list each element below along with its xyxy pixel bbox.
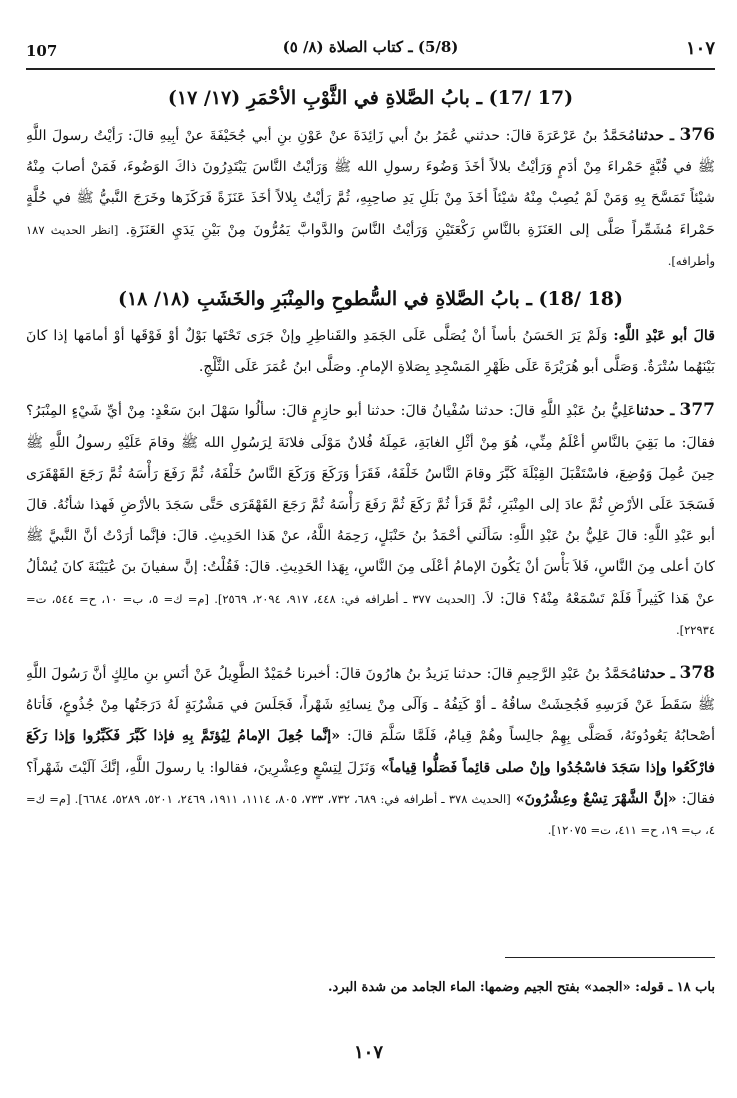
- page-number-bottom: ١٠٧: [353, 1042, 383, 1063]
- hadith-378: [26, 658, 715, 846]
- hadith-number: 377: [679, 400, 715, 421]
- hadith-text: عَلِيُّ بنُ عَبْدِ اللَّهِ قالَ: حدثنا سُفْيانُ قالَ: حدثنا أبو حازِمٍ قالَ: سألُوا سَهْلَ ابنَ سَعْدٍ: مِنْ أيِّ شَيْءٍ المِنْبَرُ؟ فقالَ: ما بَقِيَ بالنَّاسِ أعْلَمُ مِنِّي، هُوَ مِنْ أثْلِ الغابَةِ، عَمِلَهُ فُلانٌ مَوْلَى فلانَةَ لِرَسُولِ الله ﷺ وقامَ عَلَيْهِ رسولُ اللَّهِ ﷺ حِينَ عُمِلَ وَوُضِعَ، فاسْتَقْبَلَ القِبْلَةَ كَبَّرَ وقامَ النَّاسُ خَلْفَهُ، فَقَرَأ وَرَكَعَ وَرَكَعَ النَّاسُ خَلْفَهُ، ثُمَّ رَفَعَ رَأْسَهُ ثُمَّ رَجَعَ القَهْقَرَى فَسَجَدَ عَلَى الأرْضِ ثُمَّ عادَ إلى المِنْبَرِ، ثُمَّ قَرَأ ثُمَّ رَكَعَ ثُمَّ رَفَعَ رَأْسَهُ ثُمَّ رَجَعَ القَهْقَرَى حَتَّى سَجَدَ بالأرْضِ فَهذا شأنُهُ. قالَ أبو عَبْدِ اللَّهِ: قالَ عَلِيُّ بنُ عَبْدِ اللَّهِ: سَألَني أحْمَدُ بنُ حَنْبَلٍ، رَحِمَهُ اللَّهُ، عنْ هَذا الحَدِيثِ. قالَ: فإنَّما أرَدْتُ أنَّ النَّبيَّ ﷺ كانَ أعلى مِنَ النَّاسِ، فَلاَ بَأْسَ أنْ يَكُونَ الإمامُ أعْلَى مِنَ النَّاسِ، بِهَذا الحَدِيثِ. قالَ: فَقُلْتُ: إنَّ سفيانَ بنَ عُيَيْنَةَ كانَ يُسْألُ عنْ هَذا كَثِيراً فَلَمْ تَسْمَعْهُ مِنْهُ؟ قالَ: لاَ.: [26, 403, 715, 607]
- hadith-text: مُحَمَّدُ بنُ عَبْدِ الرَّحِيمِ قالَ: حدثنا يَزيدُ بنُ هارُونَ قالَ: أخبرنا حُمَيْدٌ الطَّوِيلُ عَنْ أنَسِ بنِ مالِكٍ أنَّ رَسُولَ اللَّهِ ﷺ سَقَطَ عَنْ فَرَسِهِ فَجُحِشَتْ ساقُهُ ـ أوْ كَتِفُهُ ـ وَآلَى مِنْ نِسائِهِ شَهْراً، فَجَلَسَ في مَشْرُبَةٍ لَهُ دَرَجَتُها مِنْ جُذُوعٍ، فَأتاهُ أصْحابُهُ يَعُودُونَهُ، فَصَلَّى بِهِمْ جالِساً وهُمْ قِيامٌ، فَلَمَّا سَلَّمَ قالَ:: [26, 666, 716, 745]
- intro-lead: قالَ أبو عَبْدِ اللَّهِ:: [613, 328, 716, 345]
- chapter-intro: [26, 321, 715, 383]
- page-number-latin: 107: [26, 42, 58, 60]
- page-header: [26, 32, 715, 70]
- prophetic-quote: «إنَّما جُعِلَ الإمامُ لِيُؤتَمَّ بِهِ فإذا كَبَّرَ فَكَبِّرُوا وَإذا رَكَعَ فارْكَعُوا وإذا سَجَدَ فاسْجُدُوا وإنْ صلى قائِماً فَصَلُّوا قِياماً»: [26, 728, 715, 776]
- prophetic-quote-2: «إنَّ الشَّهْرَ تِسْعٌ وعِشْرُونَ»: [515, 790, 677, 807]
- hadith-lead: ـ حدثنا: [635, 403, 675, 420]
- hadith-377: [26, 395, 715, 646]
- hadith-text: مُحَمَّدُ بنُ عَرْعَرَةَ قالَ: حدثني عُمَرُ بنُ أبي زَائِدَةَ عنْ عَوْنِ بنِ أبي جُحَيْفَةَ عنْ أبِيهِ قالَ: رَأيْتُ رسولَ اللَّهِ ﷺ في قُبَّةٍ حَمْراءَ مِنْ أدَمٍ وَرَأيْتُ بلالاً أخَذَ وَضُوءَ رسولِ الله ﷺ وَرَأيْتُ النَّاسَ يَبْتَدِرُونَ ذاكَ الوَضُوءَ، فَمَنْ أصابَ مِنْهُ شيْئاً تَمَسَّحَ بِهِ وَمَنْ لَمْ يُصِبْ مِنْهُ شيْئاً أخَذَ مِنْ بَلَلِ يَدِ صاحِبِهِ، ثُمَّ رَأيْتُ بِلالاً أخَذَ عَنَزَةً فَرَكَزَها وخَرَجَ النَّبيُّ ﷺ في حُلَّةٍ حَمْراءَ مُشَمِّراً صَلَّى إلى العَنَزَةِ بالنَّاسِ رَكْعَتَيْنِ وَرَأيْتُ النَّاسَ والدَّوابَّ يَمُرُّونَ مِنْ بَيْنِ يَدَيِ العَنَزَةِ.: [26, 128, 716, 238]
- hadith-reference: [انظر الحديث ١٨٧ وأطرافه].: [26, 222, 715, 268]
- chapter-title-roofs-pulpit: (18 /18) ـ بابُ الصَّلاةِ في السُّطوحِ والمِنْبَرِ والخَشَبِ (١٨/ ١٨): [117, 288, 624, 311]
- hadith-reference: [الحديث ٣٧٧ ـ أطرافه في: ٤٤٨، ٩١٧، ٢٠٩٤، ٢٥٦٩]. [م= ك= ٥، ب= ١٠، ح= ٥٤٤، ت= ٢٢٩٣٤].: [26, 591, 715, 637]
- hadith-reference: [الحديث ٣٧٨ ـ أطرافه في: ٦٨٩، ٧٣٢، ٧٣٣، ٨٠٥، ١١١٤، ١٩١١، ٢٤٦٩، ٥٢٠١، ٥٢٨٩، ٦٦٨٤]. [م= ك= ٤، ب= ١٩، ح= ٤١١، ت= ١٢٠٧٥].: [26, 791, 715, 838]
- intro-text: وَلَمْ يَرَ الحَسَنُ بأساً أنْ يُصَلَّى عَلَى الجَمَدِ والقَناطِرِ وإنْ جَرَى تَحْتَها بَوْلٌ أوْ فَوْقَها أوْ أمامَها إذا كانَ بَيْنَهُما سُتْرَةٌ. وَصَلَّى أبو هُرَيْرَةَ عَلَى ظَهْرِ المَسْجِدِ بِصَلاةِ الإمامِ. وصَلَّى ابنُ عُمَرَ عَلَى الثَّلْجِ.: [26, 328, 715, 376]
- footnote-divider: [505, 957, 715, 958]
- hadith-number: 378: [679, 663, 716, 684]
- hadith-lead: ـ حدثنا: [635, 128, 675, 144]
- page-number-arabic: ١٠٧: [685, 38, 715, 59]
- chapter-title-red-garment: (17 /17) ـ بابُ الصَّلاةِ في الثَّوْبِ الأحْمَرِ (١٧/ ١٧): [167, 87, 574, 109]
- page-body: [26, 82, 715, 846]
- hadith-lead: ـ حدثنا: [637, 666, 675, 683]
- footnote: باب ١٨ ـ قوله: «الجمد» بفتح الجيم وضمها: الماء الجامد من شدة البرد.: [328, 980, 715, 995]
- hadith-number: 376: [679, 125, 715, 145]
- hadith-376: [26, 120, 715, 277]
- hadith-text-continued: وَنَزَلَ لِتِسْعٍ وعِشْرِينَ، فقالوا: يا رسولَ اللَّهِ، إنَّكَ آلَيْتَ شَهْراً؟ فقالَ:: [26, 759, 716, 807]
- running-title: (5/8) ـ كتاب الصلاة (٨/ ٥): [282, 38, 459, 56]
